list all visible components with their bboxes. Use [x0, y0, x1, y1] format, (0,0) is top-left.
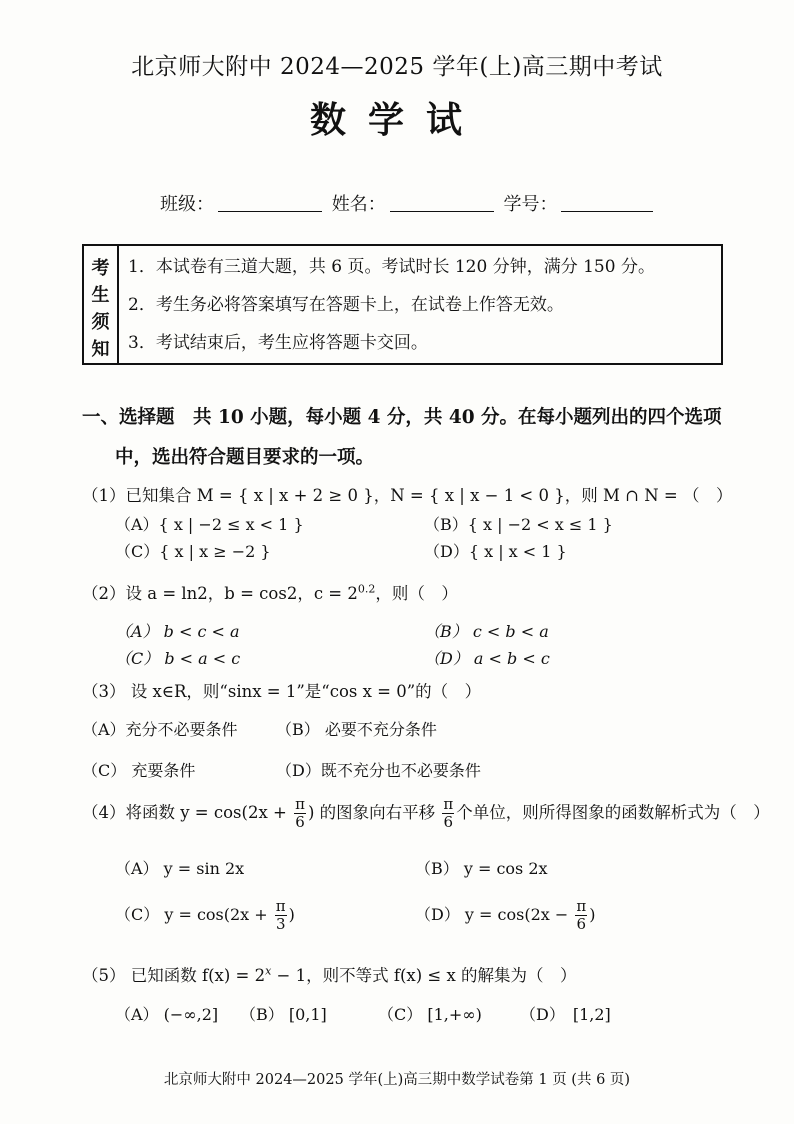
question-3-stem: （3） 设 x∈R，则“sinx = 1”是“cos x = 0”的（ ） — [82, 682, 482, 701]
q2-option-c: （C） b < a < c — [115, 649, 241, 668]
q4-option-c-close: ) — [288, 905, 295, 924]
notice-label — [84, 246, 119, 363]
question-4-stem — [82, 796, 770, 831]
q4-option-d-fraction — [575, 898, 587, 933]
fraction-numerator: π — [295, 795, 305, 813]
notice-label-char: 生 — [91, 285, 110, 306]
q2-stem-tail: ，则（ ） — [375, 584, 458, 603]
q5-stem-part2: − 1，则不等式 f(x) ≤ x 的解集为（ ） — [271, 966, 577, 985]
q4-option-b: （B） y = cos 2x — [415, 859, 548, 878]
class-blank — [218, 193, 322, 212]
q3-option-b: （B） 必要不充分条件 — [276, 720, 437, 739]
q4-option-a: （A） y = sin 2x — [115, 859, 245, 878]
notice-item: 1．本试卷有三道大题，共 6 页。考试时长 120 分钟，满分 150 分。 — [128, 257, 655, 277]
q2-stem-text: （2）设 a = ln2，b = cos2，c = 2 — [82, 584, 358, 603]
q1-option-a: （A）{ x | −2 ≤ x < 1 } — [115, 515, 304, 534]
section-heading: 一、选择题 共 10 小题，每小题 4 分，共 40 分。在每小题列出的四个选项 — [82, 407, 722, 428]
q2-option-d: （D） a < b < c — [424, 649, 550, 668]
id-blank — [561, 193, 653, 212]
q5-option-d: （D） [1,2] — [520, 1005, 611, 1024]
q4-fraction-pi-over-6-shift — [442, 796, 454, 831]
q5-option-c: （C） [1,+∞) — [378, 1005, 482, 1024]
q3-option-c: （C） 充要条件 — [82, 761, 196, 780]
id-label: 学号： — [503, 194, 558, 215]
exam-title: 北京师大附中 2024—2025 学年(上)高三期中考试 — [131, 54, 663, 80]
q4-option-c-text: （C） y = cos(2x + — [115, 905, 268, 924]
question-1-stem: （1）已知集合 M = { x | x + 2 ≥ 0 }，N = { x | x − 1 < 0 }，则 M ∩ N = （ ） — [82, 486, 733, 505]
q2-option-a: （A） b < c < a — [115, 622, 240, 641]
notice-item: 3．考试结束后，考生应将答题卡交回。 — [128, 333, 428, 353]
q4-stem-part3: 个单位，则所得图象的函数解析式为（ ） — [456, 803, 770, 822]
q3-option-a: （A）充分不必要条件 — [82, 720, 238, 739]
notice-label-char: 须 — [91, 312, 110, 333]
q4-fraction-pi-over-6 — [294, 796, 306, 831]
fraction-numerator: π — [275, 897, 286, 915]
q4-stem-part1: （4）将函数 y = cos(2x + — [82, 803, 287, 822]
name-label: 姓名： — [331, 194, 386, 215]
q2-exponent: 0.2 — [357, 582, 376, 596]
class-label: 班级： — [160, 194, 214, 215]
fraction-numerator: π — [443, 795, 454, 813]
q5-stem-part1: （5） 已知函数 f(x) = 2 — [82, 966, 266, 985]
question-2-stem — [82, 580, 458, 604]
notice-item: 2．考生务必将答案填写在答题卡上，在试卷上作答无效。 — [128, 295, 564, 315]
fraction-numerator: π — [576, 897, 587, 915]
fraction-denominator: 6 — [443, 813, 454, 831]
q1-option-c: （C）{ x | x ≥ −2 } — [115, 542, 271, 561]
q4-option-c — [115, 898, 295, 933]
section-heading-cont: 中，选出符合题目要求的一项。 — [115, 447, 375, 468]
q5-exponent: x — [265, 964, 272, 978]
exam-notice-box — [82, 244, 723, 365]
student-info-line — [160, 190, 657, 216]
q1-option-d: （D）{ x | x < 1 } — [424, 542, 567, 561]
q4-option-d — [415, 898, 595, 933]
notice-label-char: 考 — [91, 258, 110, 279]
q5-option-b: （B） [0,1] — [240, 1005, 327, 1024]
notice-label-char: 知 — [91, 339, 110, 360]
question-5-stem — [82, 962, 577, 986]
q4-stem-part2: ) 的图象向右平移 — [307, 803, 436, 822]
subject-title: 数学试 — [309, 99, 484, 141]
page-footer: 北京师大附中 2024—2025 学年(上)高三期中数学试卷第 1 页 (共 6 页) — [163, 1072, 631, 1088]
fraction-denominator: 3 — [275, 915, 286, 933]
q4-option-c-fraction — [275, 898, 287, 933]
q5-option-a: （A） (−∞,2] — [115, 1005, 219, 1024]
fraction-denominator: 6 — [576, 915, 587, 933]
q2-option-b: （B） c < b < a — [424, 622, 549, 641]
notice-items — [128, 252, 655, 366]
name-blank — [390, 193, 494, 212]
fraction-denominator: 6 — [295, 813, 305, 831]
q3-option-d: （D）既不充分也不必要条件 — [276, 761, 481, 780]
q4-option-d-text: （D） y = cos(2x − — [415, 905, 569, 924]
q4-option-d-close: ) — [589, 905, 596, 924]
q1-option-b: （B）{ x | −2 < x ≤ 1 } — [424, 515, 613, 534]
